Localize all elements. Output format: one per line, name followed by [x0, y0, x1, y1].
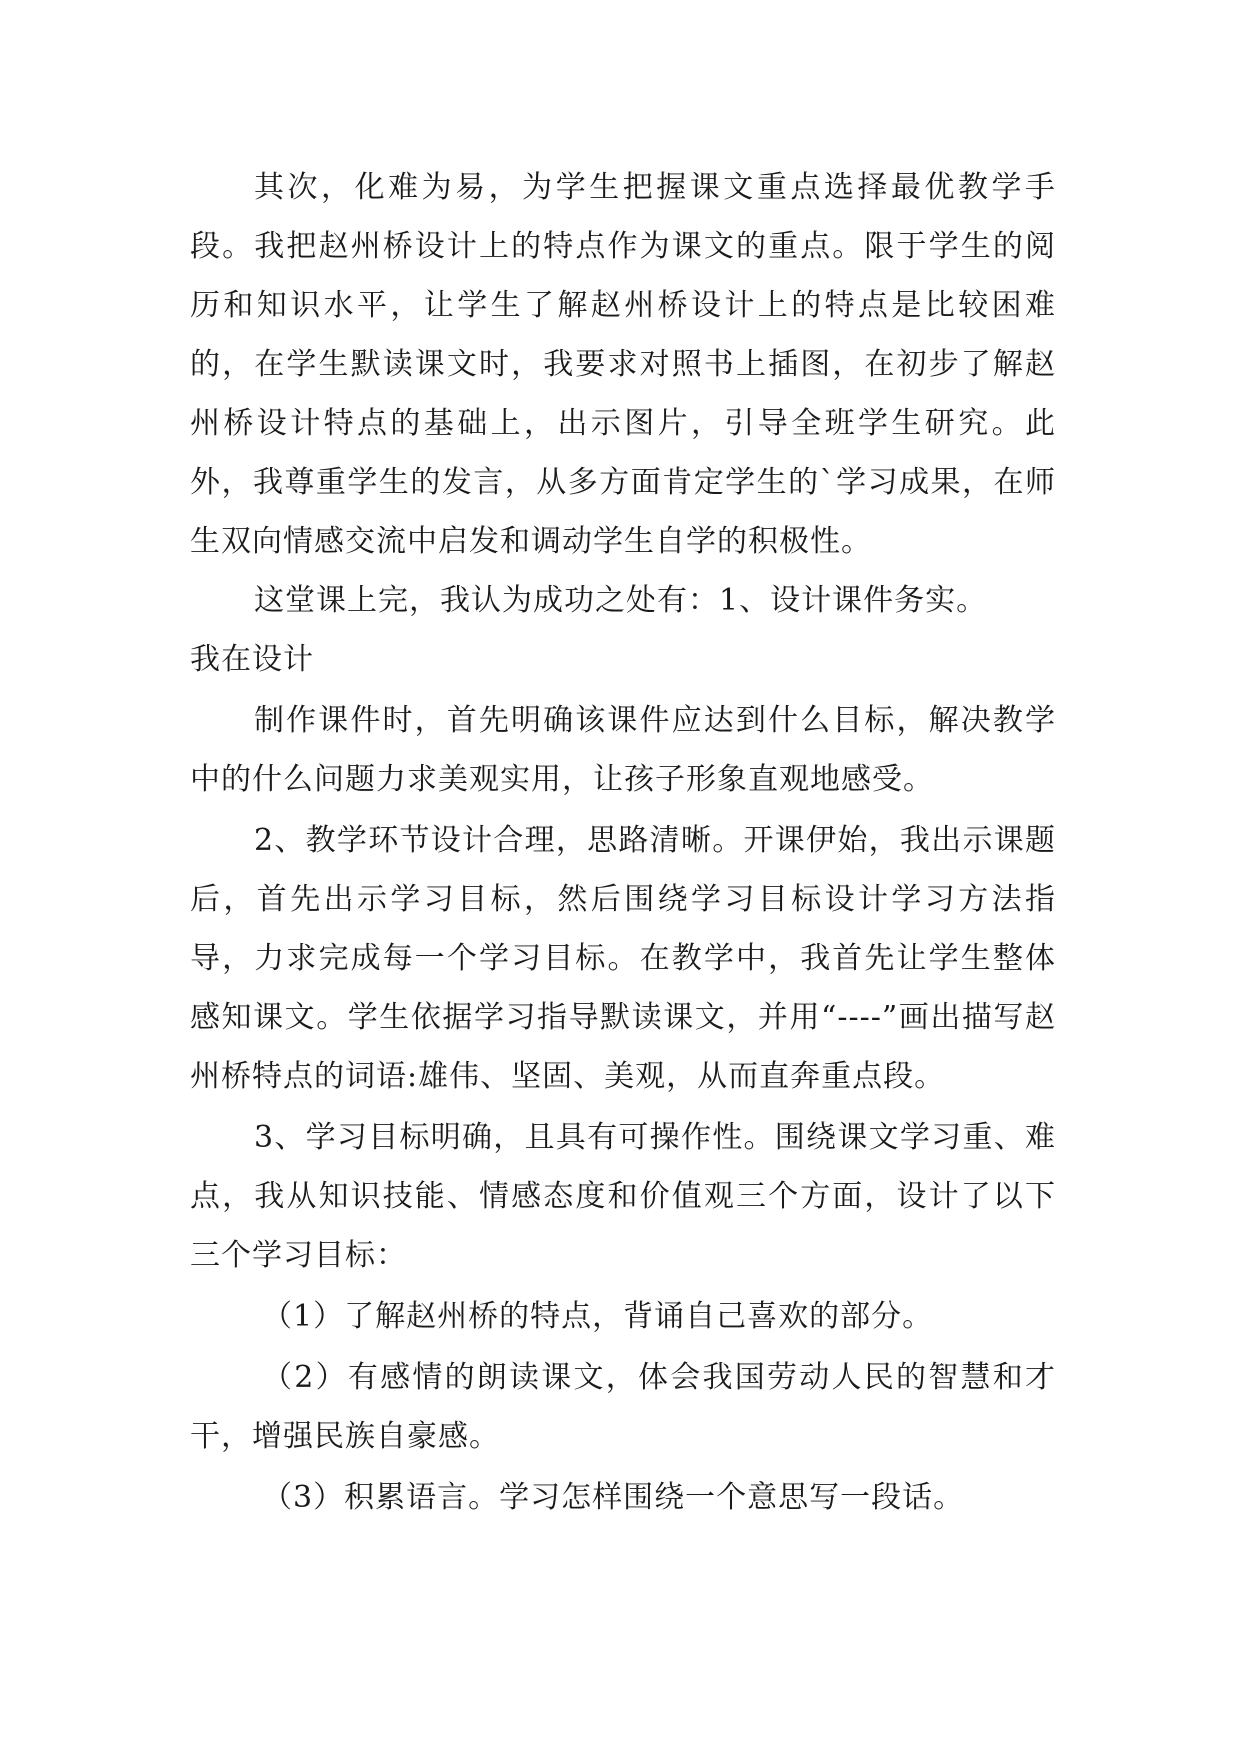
objective-2: （2）有感情的朗读课文，体会我国劳动人民的智慧和才干，增强民族自豪感。	[190, 1360, 1056, 1454]
paragraph-2: 这堂课上完，我认为成功之处有：1、设计课件务实。	[254, 583, 988, 618]
paragraph-4: 制作课件时，首先明确该课件应达到什么目标，解决教学中的什么问题力求美观实用，让孩子形象直观地感受。	[190, 703, 1056, 797]
document-page	[190, 158, 1056, 1527]
paragraph-3: 我在设计	[190, 642, 314, 677]
objective-1: （1）了解赵州桥的特点，背诵自己喜欢的部分。	[262, 1299, 934, 1334]
paragraph-5: 2、教学环节设计合理，思路清晰。开课伊始，我出示课题后，首先出示学习目标，然后围绕学习目标设计学习方法指导，力求完成每一个学习目标。在教学中，我首先让学生整体感知课文。学生依据学习指导默读课文，并用“----”画出描写赵州桥特点的词语:雄伟、坚固、美观，从而直奔重点段。	[190, 823, 1056, 1094]
paragraph-1: 其次，化难为易，为学生把握课文重点选择最优教学手段。我把赵州桥设计上的特点作为课文的重点。限于学生的阅历和知识水平，让学生了解赵州桥设计上的特点是比较困难的，在学生默读课文时，我要求对照书上插图，在初步了解赵州桥设计特点的基础上，出示图片，引导全班学生研究。此外，我尊重学生的发言，从多方面肯定学生的`学习成果，在师生双向情感交流中启发和调动学生自学的积极性。	[190, 170, 1056, 559]
paragraph-6: 3、学习目标明确，且具有可操作性。围绕课文学习重、难点，我从知识技能、情感态度和价值观三个方面，设计了以下三个学习目标：	[190, 1120, 1056, 1273]
objective-3: （3）积累语言。学习怎样围绕一个意思写一段话。	[262, 1480, 965, 1515]
